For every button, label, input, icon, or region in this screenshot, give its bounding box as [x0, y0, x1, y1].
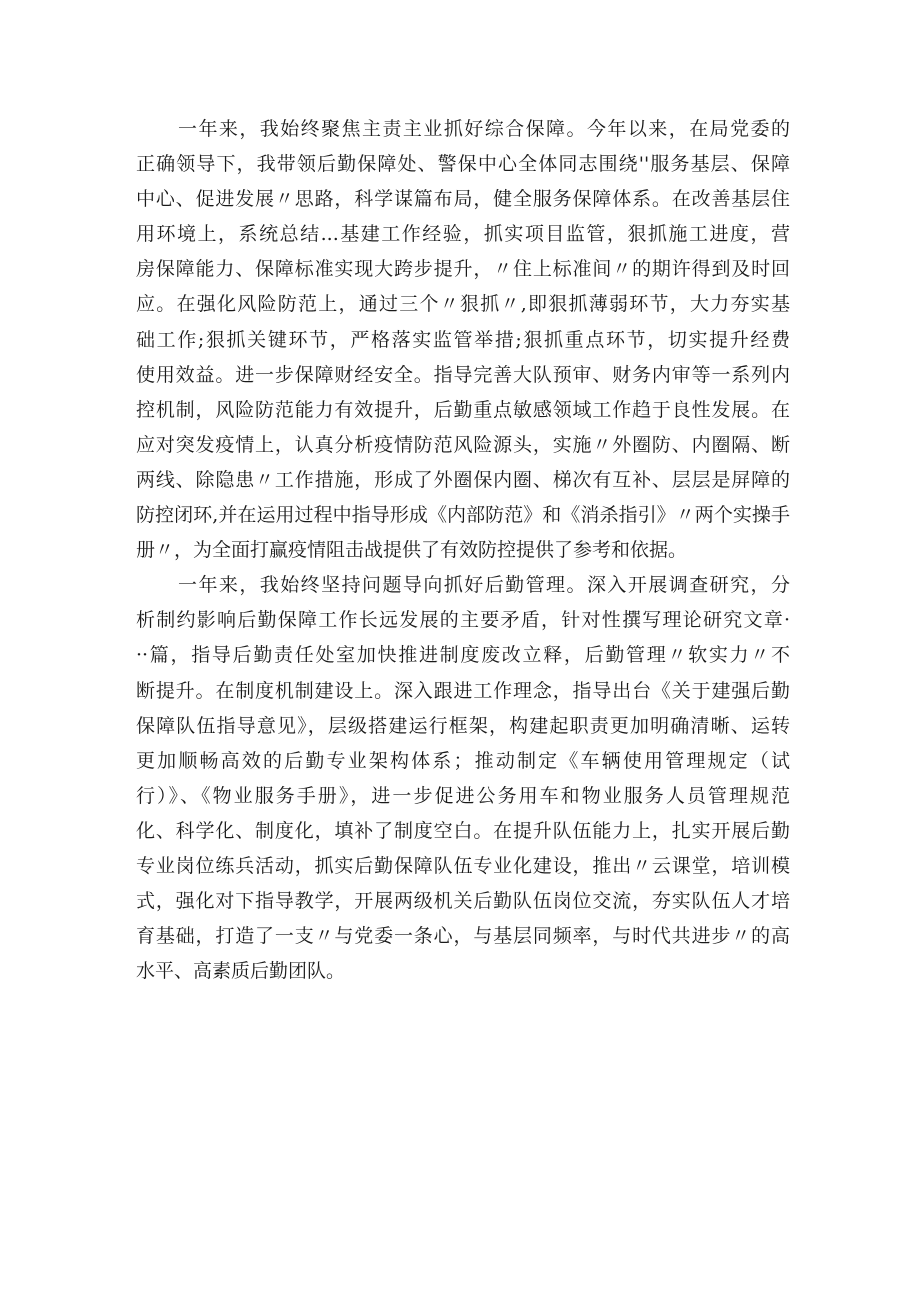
text-line: 使用效益。进一步保障财经安全。指导完善大队预审、财务内审等一系列内 — [136, 363, 790, 386]
paragraph-comprehensive-support — [136, 112, 790, 568]
text-line: 中心、促进发展〃思路，科学谋篇布局，健全服务保障体系。在改善基层住 — [136, 188, 790, 211]
text-line: 保障队伍指导意见》，层级搭建运行框架，构建起职责更加明确清晰、运转 — [136, 714, 790, 737]
text-line: 化、科学化、制度化，填补了制度空白。在提升队伍能力上，扎实开展后勤 — [136, 819, 790, 842]
text-line: 水平、高素质后勤团队。 — [136, 960, 346, 983]
text-line: 一年来，我始终聚焦主责主业抓好综合保障。今年以来，在局党委的 — [178, 118, 790, 140]
paragraph-logistics-management — [136, 568, 790, 989]
text-line: 式，强化对下指导教学，开展两级机关后勤队伍岗位交流，夯实队伍人才培 — [136, 890, 790, 913]
text-line: 础工作;狠抓关键环节，严格落实监管举措;狠抓重点环节，切实提升经费 — [136, 328, 790, 351]
text-line: 断提升。在制度机制建设上。深入跟进工作理念，指导出台《关于建强后勤 — [136, 679, 790, 702]
text-line: 两线、除隐患〃工作措施，形成了外圈保内圈、梯次有互补、层层是屏障的 — [136, 468, 790, 491]
text-line: 行）》、《物业服务手册》，进一步促进公务用车和物业服务人员管理规范 — [136, 784, 790, 807]
text-line: 正确领导下，我带领后勤保障处、警保中心全体同志围绕''服务基层、保障 — [136, 153, 790, 176]
text-line: ··篇，指导后勤责任处室加快推进制度废改立释，后勤管理〃软实力〃不 — [136, 644, 790, 667]
document-body — [136, 112, 790, 989]
text-line: 应。在强化风险防范上，通过三个〃狠抓〃,即狠抓薄弱环节，大力夯实基 — [136, 293, 790, 316]
text-line: 析制约影响后勤保障工作长远发展的主要矛盾，针对性撰写理论研究文章· — [136, 609, 790, 632]
text-line: 册〃，为全面打赢疫情阻击战提供了有效防控提供了参考和依据。 — [136, 539, 688, 562]
text-line: 应对突发疫情上，认真分析疫情防范风险源头，实施〃外圈防、内圈隔、断 — [136, 433, 790, 456]
text-line: 房保障能力、保障标准实现大跨步提升，〃住上标准间〃的期许得到及时回 — [136, 258, 790, 281]
text-line: 防控闭环,并在运用过程中指导形成《内部防范》和《消杀指引》〃两个实操手 — [136, 504, 790, 527]
text-line: 用环境上，系统总结...基建工作经验，抓实项目监管，狠抓施工进度，营 — [136, 223, 790, 246]
text-line: 更加顺畅高效的后勤专业架构体系；推动制定《车辆使用管理规定（试 — [136, 749, 790, 772]
text-line: 专业岗位练兵活动，抓实后勤保障队伍专业化建设，推出〃云课堂，培训模 — [136, 854, 790, 877]
text-line: 控机制，风险防范能力有效提升，后勤重点敏感领域工作趋于良性发展。在 — [136, 398, 790, 421]
text-line: 育基础，打造了一支〃与党委一条心，与基层同频率，与时代共进步〃的高 — [136, 925, 790, 948]
text-line: 一年来，我始终坚持问题导向抓好后勤管理。深入开展调查研究，分 — [178, 574, 790, 597]
